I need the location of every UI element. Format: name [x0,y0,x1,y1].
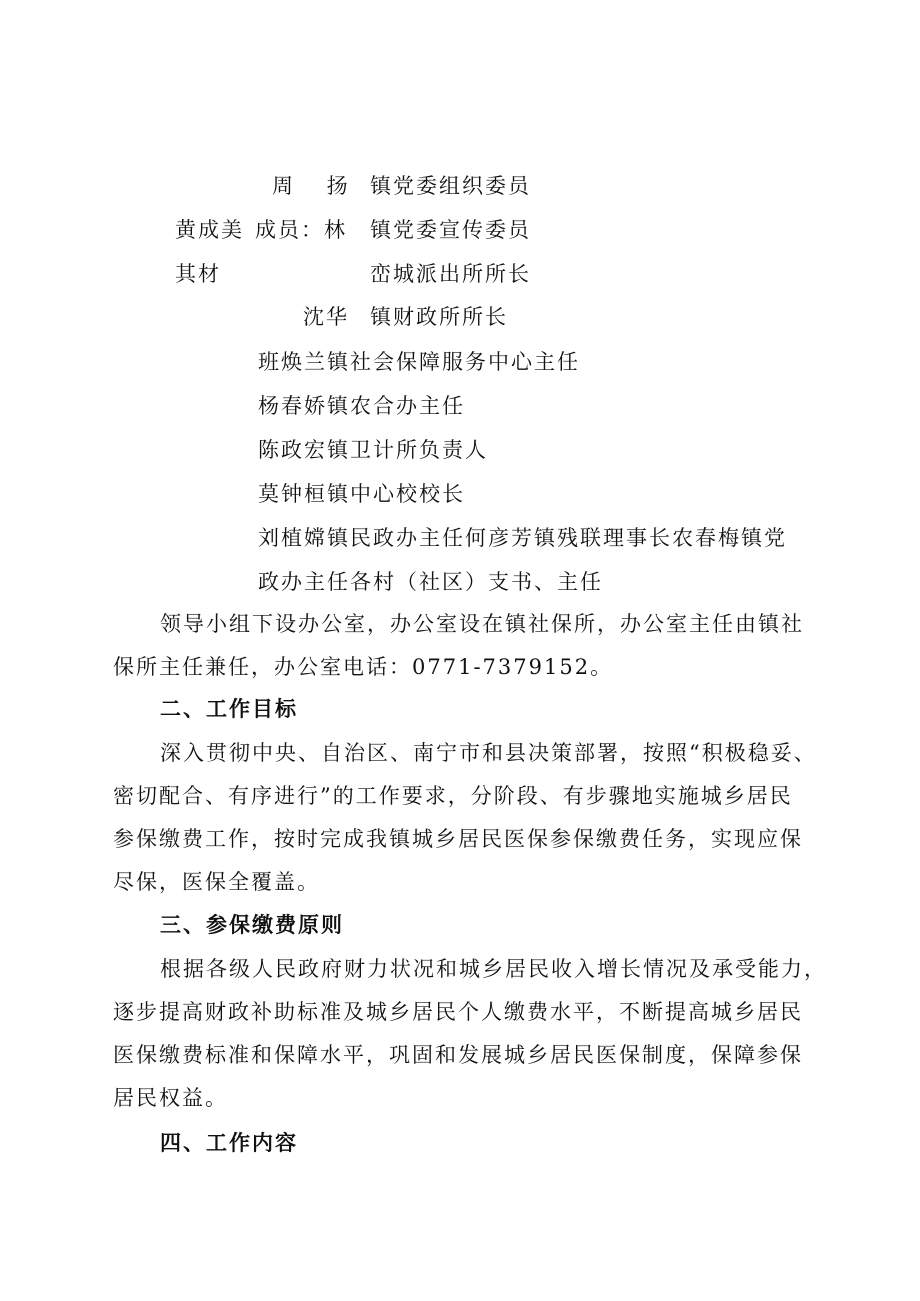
paragraph-line: 逐步提高财政补助标准及城乡居民个人缴费水平，不断提高城乡居民 [113,1000,803,1024]
section-heading-principles: 三、参保缴费原则 [160,912,344,937]
paragraph-line: 根据各级人民政府财力状况和城乡居民收入增长情况及承受能力， [160,957,827,981]
office-paragraph-line: 保所主任兼任，办公室电话：0771-7379152。 [113,655,614,679]
member-line: 杨春娇镇农合办主任 [258,394,465,418]
member-name-huangchengmei: 黄成美 [175,218,244,242]
paragraph-line: 深入贯彻中央、自治区、南宁市和县决策部署，按照“积极稳妥、 [160,741,817,765]
member-line: 政办主任各村（社区）支书、主任 [258,570,603,594]
paragraph-line: 参保缴费工作，按时完成我镇城乡居民医保参保缴费任务，实现应保 [113,827,803,851]
member-title-1: 镇党委组织委员 [370,174,531,198]
member-name-fragment: 其材 [175,262,221,286]
member-title-2: 镇党委宣传委员 [370,218,531,242]
paragraph-line: 居民权益。 [113,1086,228,1110]
member-name-zhouyang: 周 扬 [272,174,350,198]
member-title-3: 峦城派出所所长 [370,262,531,286]
member-title-4: 镇财政所所长 [370,305,508,329]
member-line: 陈政宏镇卫计所负责人 [258,438,488,462]
member-line: 刘植嫦镇民政办主任何彦芳镇残联理事长农春梅镇党 [258,526,787,550]
member-name-shenhua: 沈华 [303,305,349,329]
member-line: 班焕兰镇社会保障服务中心主任 [258,350,580,374]
office-paragraph-line: 领导小组下设办公室，办公室设在镇社保所，办公室主任由镇社 [160,612,804,636]
member-line: 莫钟桓镇中心校校长 [258,482,465,506]
paragraph-line: 医保缴费标准和保障水平，巩固和发展城乡居民医保制度，保障参保 [113,1043,803,1067]
members-label: 成员：林 [255,218,347,242]
section-heading-content: 四、工作内容 [160,1130,298,1155]
section-heading-goals: 二、工作目标 [160,696,298,721]
paragraph-line: 尽保，医保全覆盖。 [113,870,320,894]
paragraph-line: 密切配合、有序进行”的工作要求，分阶段、有步骤地实施城乡居民 [113,784,793,808]
